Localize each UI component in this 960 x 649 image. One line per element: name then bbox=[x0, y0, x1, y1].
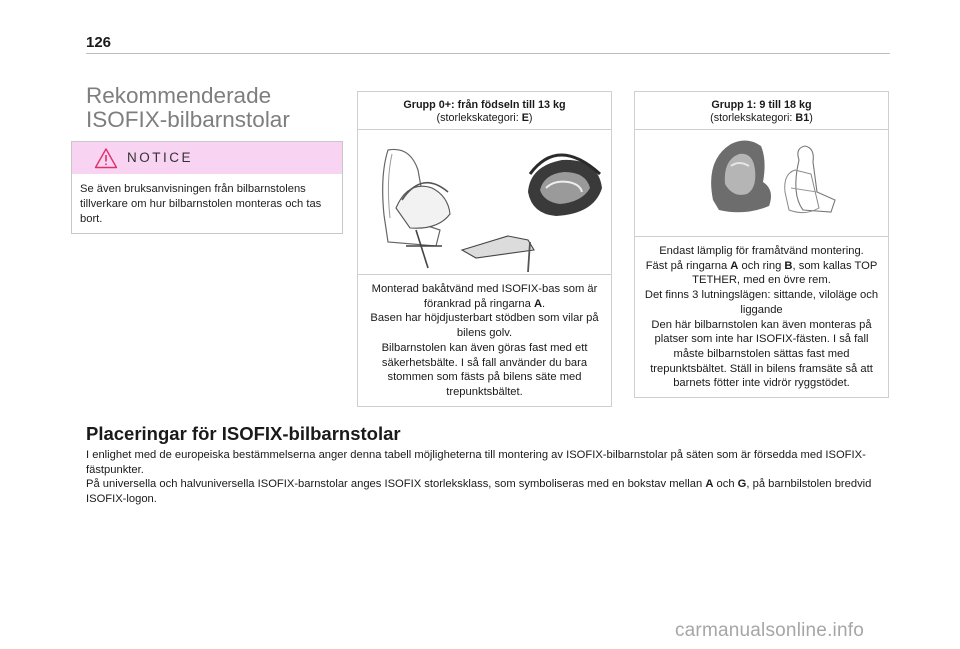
notice-header bbox=[72, 142, 342, 174]
group-1-subtitle: (storlekskategori: B1) bbox=[710, 112, 813, 124]
infant-carrier-image bbox=[358, 130, 611, 274]
placement-heading: Placeringar för ISOFIX-bilbarnstolar bbox=[86, 423, 401, 444]
group-0-size-class: E bbox=[521, 112, 529, 124]
placement-body bbox=[86, 448, 886, 507]
group-1-card bbox=[634, 91, 889, 398]
warning-triangle-icon bbox=[94, 147, 118, 169]
group-1-line-4: Den här bilbarnstolen kan även monteras på platser som inte har ISOFIX-fästen. I så fall måste bilbarnstolen sättas fast med trepunktsbältet. Ställ in bilens framsäte så att barnets fötter inte vidrör ryggstödet. bbox=[650, 318, 873, 390]
group-0-title: Grupp 0+: från födseln till 13 kg bbox=[403, 99, 566, 111]
header-divider bbox=[86, 53, 890, 54]
section-title-line1: Rekommenderade bbox=[86, 83, 272, 108]
group-1-title: Grupp 1: 9 till 18 kg bbox=[711, 99, 812, 111]
group-0-header bbox=[358, 92, 611, 130]
section-title-line2: ISOFIX-bilbarnstolar bbox=[86, 107, 290, 132]
notice-box bbox=[71, 141, 343, 234]
group-1-line-2: Fäst på ringarna A och ring B, som kallas TOP TETHER, med en övre rem. bbox=[645, 259, 878, 287]
group-1-header bbox=[635, 92, 888, 130]
group-1-illustration bbox=[635, 130, 888, 237]
notice-text: Se även bruksanvisningen från bilbarnstolens tillverkare om hur bilbarnstolen monteras och tas bort. bbox=[80, 183, 322, 225]
notice-label: NOTICE bbox=[127, 150, 194, 165]
group-0-illustration bbox=[358, 130, 611, 275]
child-seat-image bbox=[635, 130, 888, 236]
group-0-line-1: Monterad bakåtvänd med ISOFIX-bas som är förankrad på ringarna A. bbox=[371, 283, 598, 310]
group-0-line-2: Basen har höjdjusterbart stödben som vilar på bilens golv. bbox=[370, 312, 599, 340]
placement-paragraph-2: På universella och halvuniversella ISOFIX-barnstolar anges ISOFIX storleksklass, som symboliseras med en bokstav mellan A och G, på barnbilstolen bredvid ISOFIX-logon. bbox=[86, 478, 872, 506]
watermark: carmanualsonline.info bbox=[674, 620, 864, 641]
group-1-line-3: Det finns 3 lutningslägen: sittande, viloläge och liggande bbox=[644, 289, 879, 316]
group-0-card bbox=[357, 91, 612, 407]
group-0-line-3: Bilbarnstolen kan även göras fast med ett säkerhetsbälte. I så fall använder du bara stommen som fästs på bilens säte med trepunktsbältet. bbox=[381, 341, 588, 398]
page-number: 126 bbox=[86, 34, 112, 51]
group-1-description bbox=[635, 237, 888, 397]
section-title bbox=[86, 84, 346, 132]
group-0-description bbox=[358, 275, 611, 406]
group-1-line-1: Endast lämplig för framåtvänd montering. bbox=[659, 245, 864, 257]
placement-paragraph-1: I enlighet med de europeiska bestämmelserna anger denna tabell möjligheterna till montering av ISOFIX-bilbarnstolar på säten som är försedda med ISOFIX-fästpunkter. bbox=[86, 449, 866, 476]
group-1-size-class: B1 bbox=[795, 112, 810, 124]
group-0-subtitle: (storlekskategori: E) bbox=[436, 112, 533, 124]
